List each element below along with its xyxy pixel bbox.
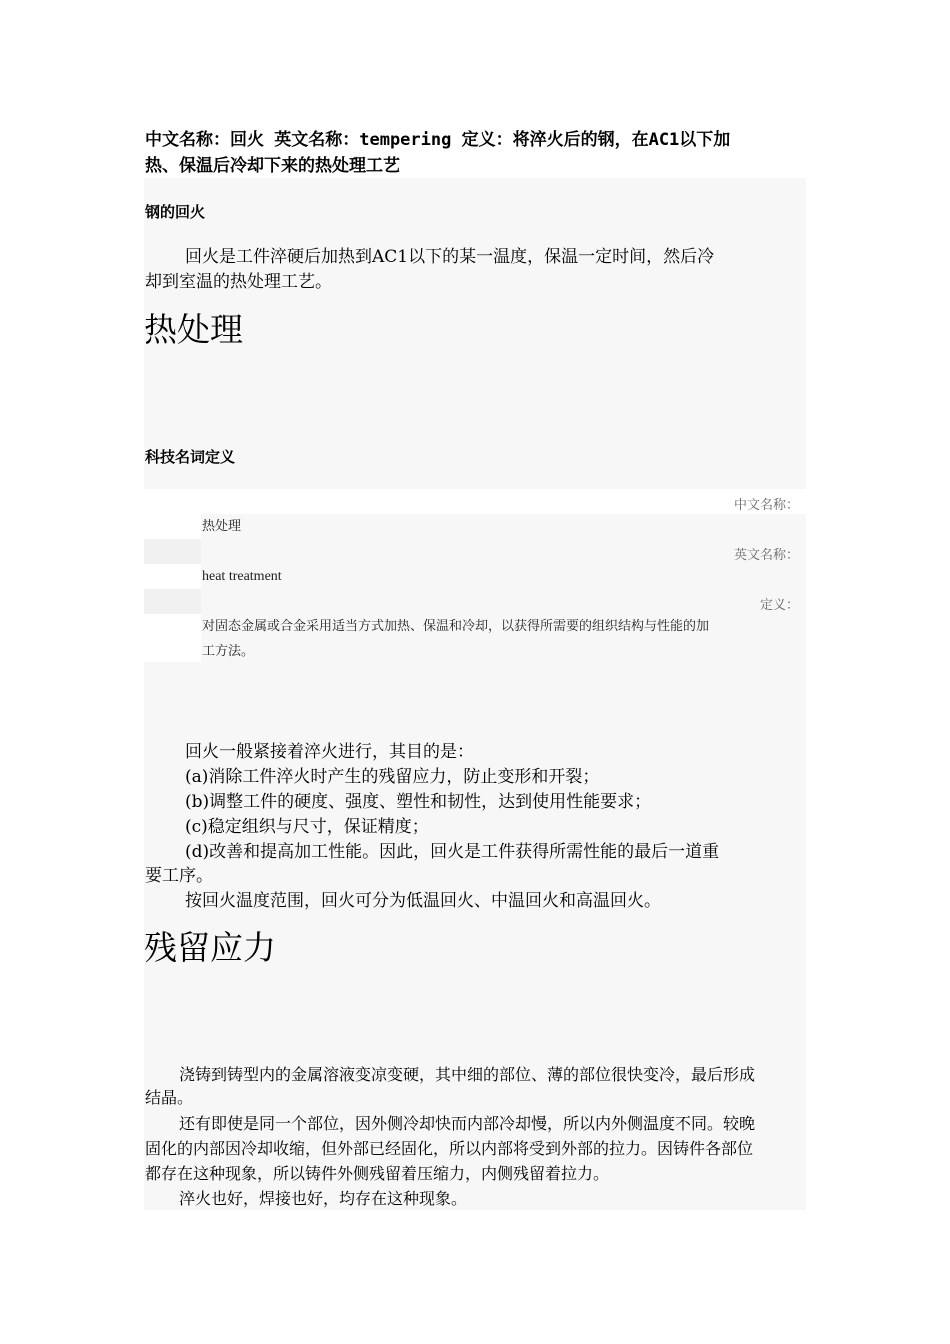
def-row-cn-label (144, 489, 806, 514)
heading-heat-treatment: 热处理 (144, 310, 243, 349)
def-indent-cell (144, 589, 201, 614)
content-background (144, 178, 806, 1210)
purpose-intro: 回火一般紧接着淬火进行，其目的是： (185, 742, 474, 762)
intro-line-1: 中文名称：回火 英文名称：tempering 定义：将淬火后的钢，在AC1以下加 (145, 130, 731, 150)
definition-value-line-2: 工方法。 (202, 644, 255, 659)
def-indent-cell (144, 514, 201, 539)
def-indent-cell (144, 614, 201, 662)
cn-name-value: 热处理 (202, 519, 242, 534)
purpose-item-d-line-2: 要工序。 (145, 866, 213, 886)
residual-p2-line-2: 固化的内部因冷却收缩，但外部已经固化，所以内部将受到外部的拉力。因铸件各部位 (145, 1139, 754, 1158)
section-title-steel-tempering: 钢的回火 (145, 203, 206, 221)
purpose-item-c: (c)稳定组织与尺寸，保证精度； (185, 817, 429, 837)
residual-p1-line-2: 结晶。 (145, 1088, 194, 1107)
def-indent-cell (144, 564, 201, 589)
purpose-item-a: (a)消除工件淬火时产生的残留应力，防止变形和开裂； (185, 767, 600, 787)
en-name-label: 英文名称： (733, 548, 799, 563)
heading-residual-stress: 残留应力 (144, 928, 276, 967)
residual-p1-line-1: 浇铸到铸型内的金属溶液变凉变硬，其中细的部位、薄的部位很快变冷，最后形成 (179, 1065, 756, 1084)
intro-paragraph (145, 127, 730, 179)
residual-p2-line-1: 还有即使是同一个部位，因外侧冷却快而内部冷却慢，所以内外侧温度不同。较晚 (179, 1114, 756, 1133)
purpose-item-d-line-1: (d)改善和提高加工性能。因此，回火是工件获得所需性能的最后一道重 (185, 842, 720, 862)
section1-para-line-1: 回火是工件淬硬后加热到AC1以下的某一温度，保温一定时间，然后冷 (185, 247, 715, 267)
term-definition-title: 科技名词定义 (145, 448, 236, 466)
def-indent-cell (144, 539, 201, 564)
definition-value-line-1: 对固态金属或合金采用适当方式加热、保温和冷却，以获得所需要的组织结构与性能的加 (202, 619, 710, 634)
cn-name-label: 中文名称： (733, 498, 799, 513)
purpose-item-b: (b)调整工件的硬度、强度、塑性和韧性，达到使用性能要求； (185, 792, 652, 812)
definition-label: 定义： (759, 598, 799, 613)
residual-p2-line-3: 都存在这种现象，所以铸件外侧残留着压缩力，内侧残留着拉力。 (145, 1164, 610, 1183)
intro-line-2: 热、保温后冷却下来的热处理工艺 (145, 156, 400, 176)
tempering-classification: 按回火温度范围，回火可分为低温回火、中温回火和高温回火。 (185, 891, 661, 911)
residual-p3: 淬火也好，焊接也好，均存在这种现象。 (179, 1189, 468, 1208)
section1-para-line-2: 却到室温的热处理工艺。 (145, 272, 332, 292)
en-name-value: heat treatment (202, 569, 282, 584)
